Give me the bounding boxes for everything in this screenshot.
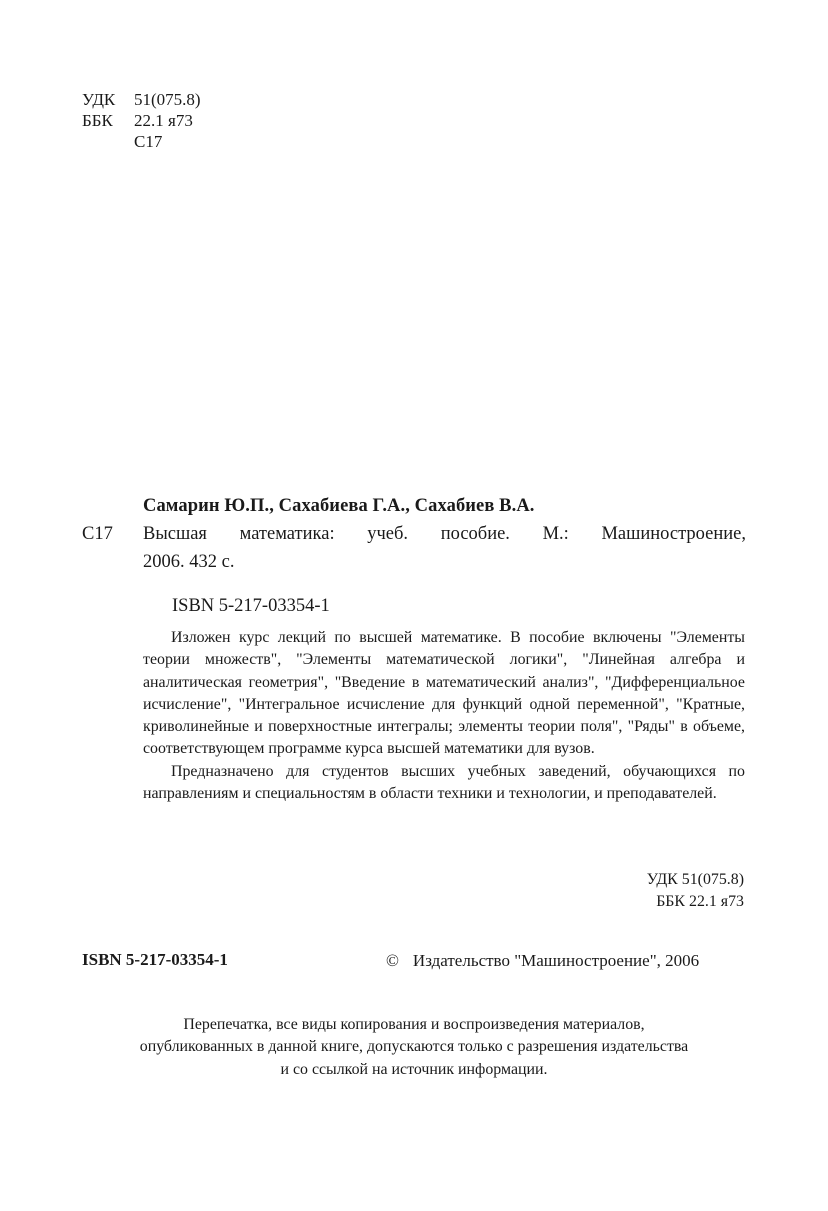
abstract	[143, 627, 745, 805]
notice-line-2: опубликованных в данной книге, допускаются только с разрешения издательства	[139, 1038, 689, 1056]
copyright-symbol: ©	[386, 951, 399, 970]
bbk-label: ББК	[82, 111, 113, 130]
udk-line	[82, 89, 201, 110]
copyright-text: Издательство "Машиностроение", 2006	[412, 951, 700, 970]
abstract-paragraph-1: Изложен курс лекций по высшей математике. В пособие включены "Элементы теории множеств", "Элементы математической логики", "Линейная алгебра и аналитическая геометрия", "Введение в математический анализ", "Дифференциальное исчисление", "Интегральное исчисление для функций одной переменной", "Кратные, криволинейные и поверхностные интегралы; элементы теории поля", "Ряды" в объеме, соответствующем программе курса высшей математики для вузов.	[143, 629, 745, 758]
notice-line-1: Перепечатка, все виды копирования и воспроизведения материалов,	[183, 1016, 645, 1033]
author-mark-line	[82, 131, 201, 152]
authors: Самарин Ю.П., Сахабиева Г.А., Сахабиев В.А.	[143, 496, 535, 516]
classification-top	[82, 89, 201, 152]
footer-isbn: ISBN 5-217-03354-1	[82, 950, 228, 969]
author-mark-top: С17	[134, 132, 163, 151]
notice-line-3: и со ссылкой на источник информации.	[280, 1060, 548, 1078]
bbk-bottom: ББК 22.1 я73	[656, 893, 744, 910]
title-line-2: 2006. 432 с.	[143, 552, 235, 572]
bbk-line	[82, 110, 201, 131]
reprint-notice	[0, 1014, 828, 1081]
udk-bottom: УДК 51(075.8)	[646, 871, 744, 888]
classification-bottom	[647, 869, 744, 913]
author-mark-record: С17	[82, 524, 113, 544]
bbk-value: 22.1 я73	[134, 111, 193, 130]
record-isbn: ISBN 5-217-03354-1	[172, 596, 330, 616]
udk-value: 51(075.8)	[134, 90, 201, 109]
copyright	[386, 951, 699, 971]
udk-label: УДК	[82, 90, 116, 109]
abstract-paragraph-2: Предназначено для студентов высших учебных заведений, обучающихся по направлениям и специальностям в области техники и технологии, и преподавателей.	[143, 762, 745, 803]
title-line-1: Высшая математика: учеб. пособие. М.: Машиностроение,	[143, 524, 746, 544]
